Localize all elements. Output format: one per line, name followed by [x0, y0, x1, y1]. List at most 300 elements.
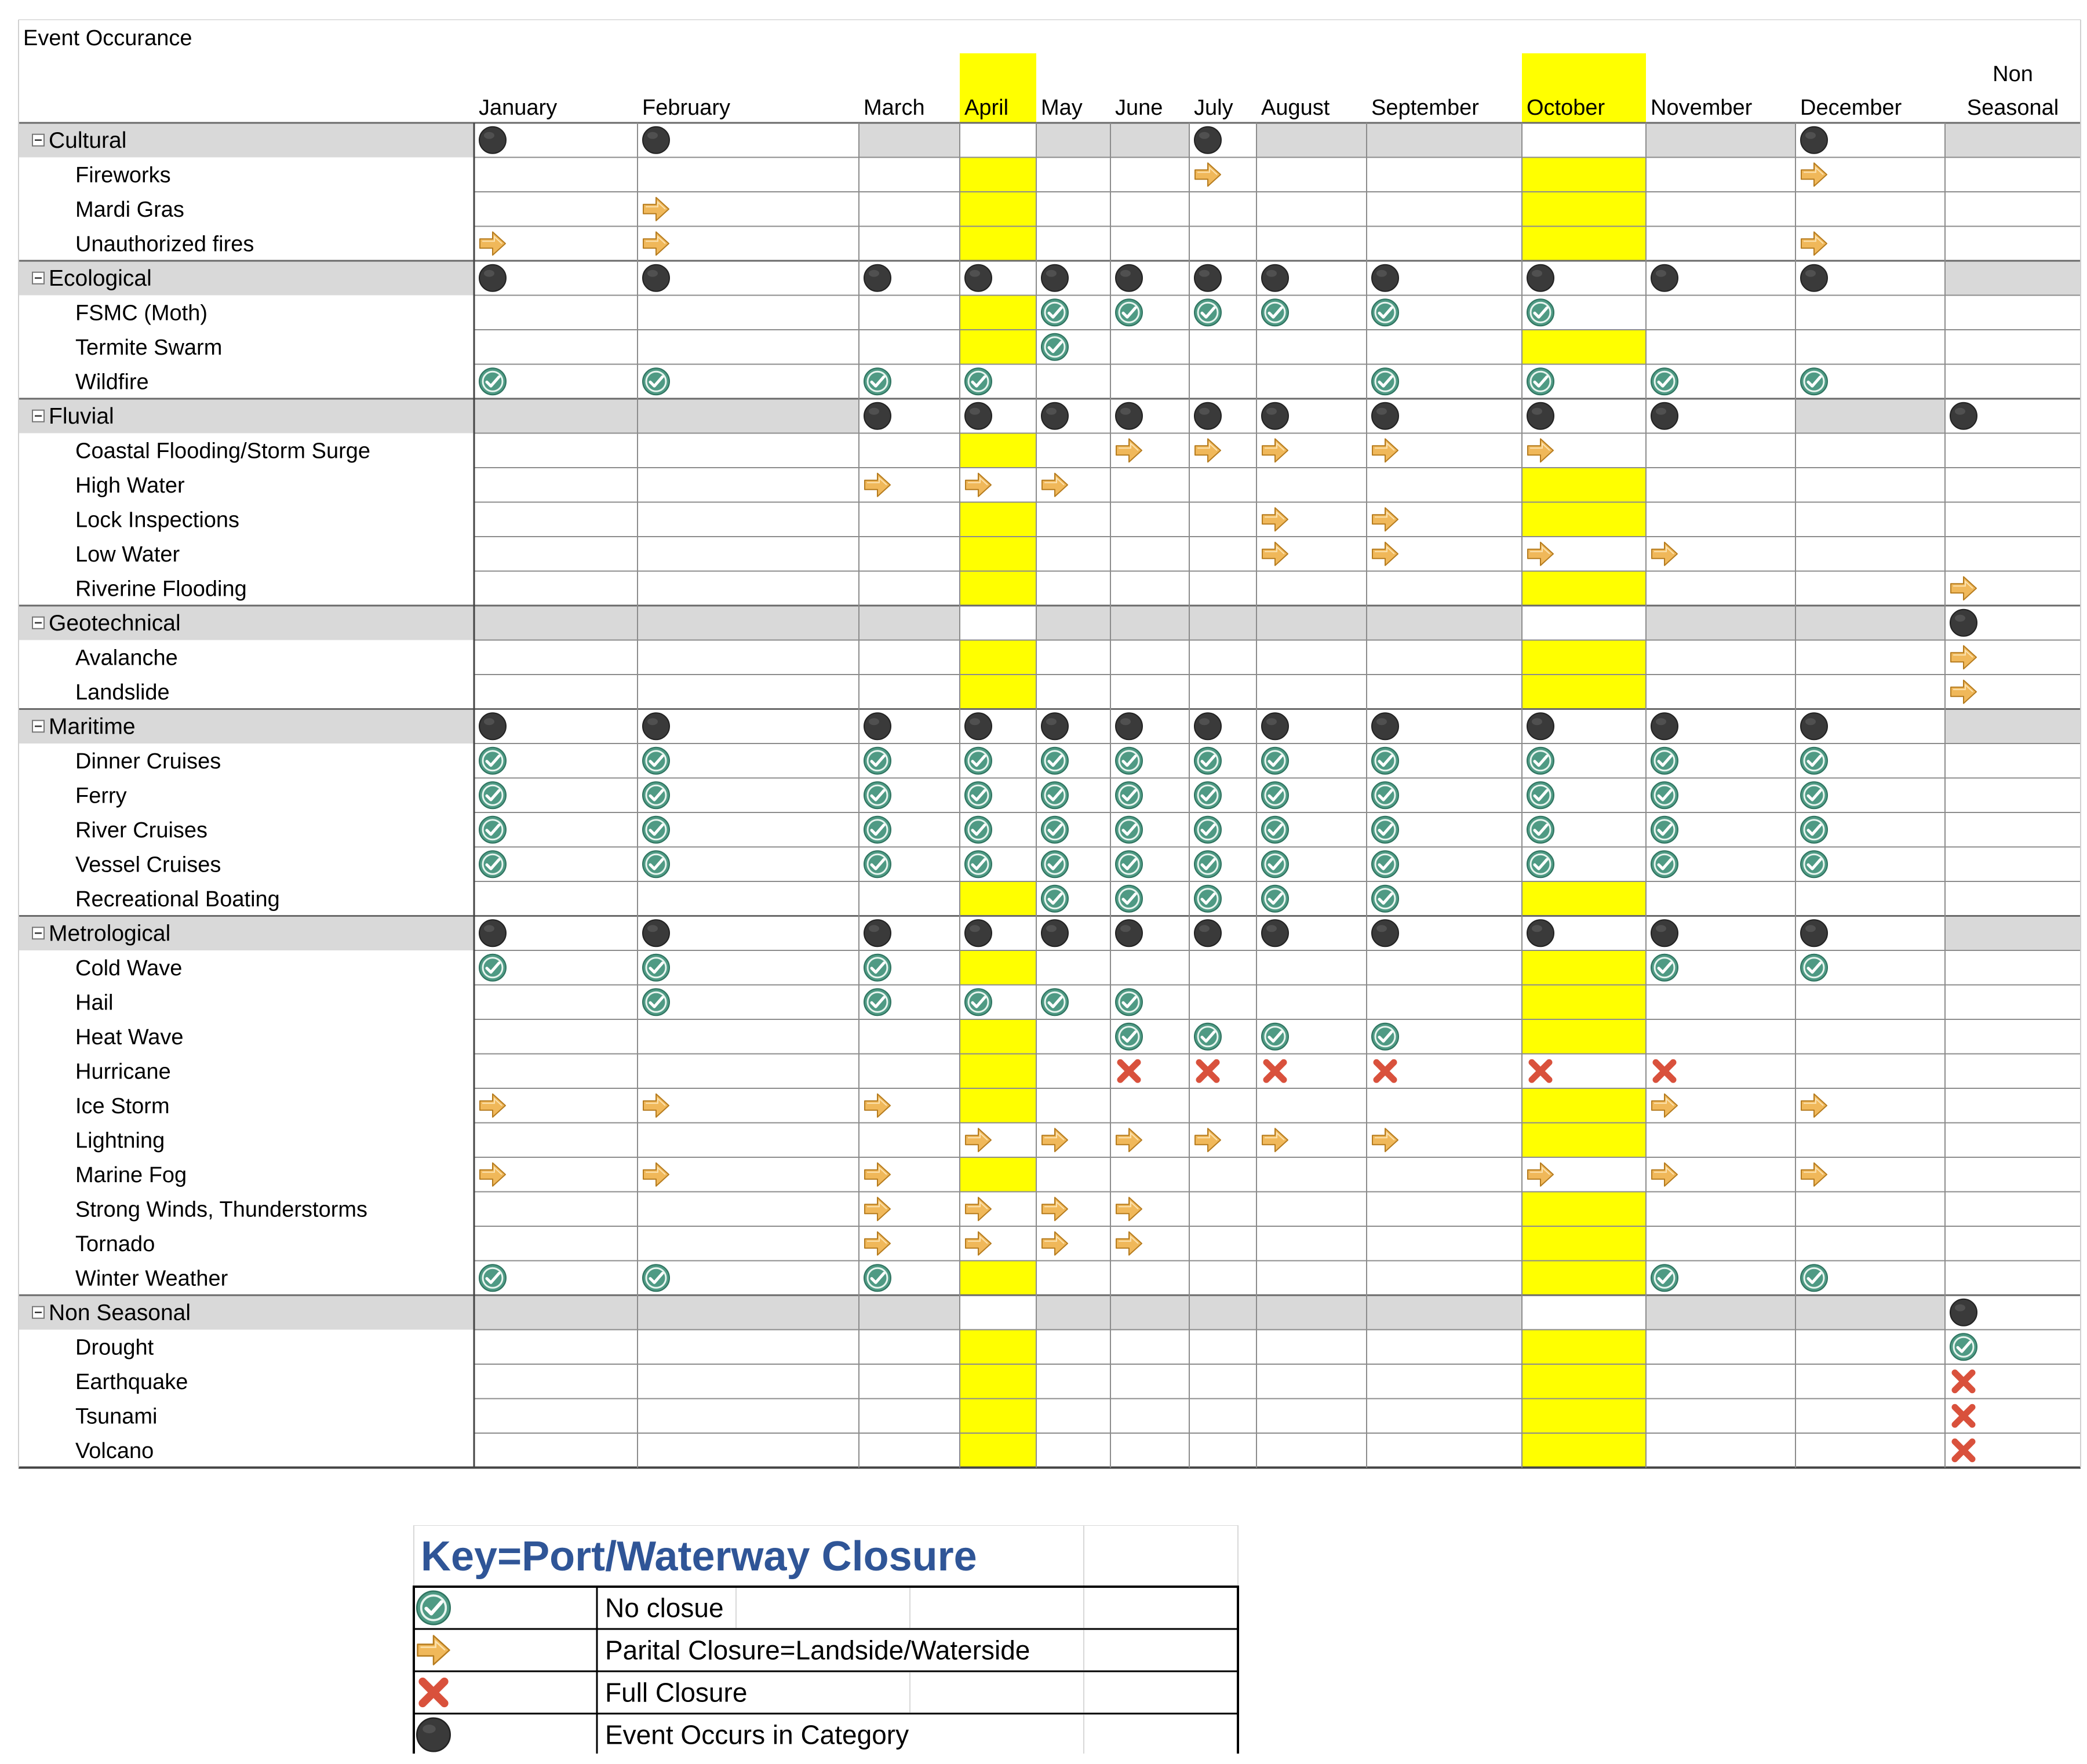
- arrow-right-icon: [1042, 1232, 1068, 1255]
- filled-circle-icon: [643, 127, 669, 154]
- check-circle-icon: [1527, 748, 1554, 774]
- category-cell-shade: [1256, 606, 1367, 640]
- category-cell-shade: [474, 1295, 638, 1330]
- collapse-toggle-icon[interactable]: [32, 134, 44, 146]
- row-label: Lightning: [75, 1128, 165, 1153]
- check-circle-icon: [643, 1264, 669, 1291]
- check-circle-icon: [1372, 748, 1398, 774]
- filled-circle-icon: [864, 265, 891, 291]
- non-seasonal-header: Non: [1993, 62, 2033, 86]
- highlight-cell: [960, 433, 1036, 468]
- check-circle-icon: [479, 748, 506, 774]
- collapse-toggle-icon[interactable]: [32, 617, 44, 629]
- category-cell-shade: [1646, 123, 1795, 158]
- highlight-cell: [1522, 881, 1646, 916]
- row-label: Riverine Flooding: [75, 577, 247, 602]
- collapse-toggle-icon[interactable]: [32, 927, 44, 939]
- x-mark-icon: [1656, 1062, 1673, 1080]
- month-header-september: September: [1371, 96, 1479, 120]
- arrow-right-icon: [643, 1094, 669, 1117]
- arrow-right-icon: [1116, 1128, 1142, 1151]
- filled-circle-icon: [417, 1718, 450, 1752]
- filled-circle-icon: [1801, 127, 1827, 154]
- category-cell-shade: [1945, 123, 2081, 158]
- arrow-right-icon: [1951, 680, 1976, 704]
- category-label: Fluvial: [49, 403, 114, 429]
- check-circle-icon: [1801, 954, 1827, 981]
- filled-circle-icon: [643, 920, 669, 946]
- category-cell-shade: [1367, 1295, 1522, 1330]
- arrow-right-icon: [865, 1197, 890, 1220]
- check-circle-icon: [1041, 817, 1068, 843]
- check-circle-icon: [1527, 368, 1554, 395]
- check-circle-icon: [1372, 851, 1398, 877]
- category-cell-shade: [1795, 399, 1945, 433]
- category-cell-shade: [1036, 123, 1110, 158]
- highlight-cell: [960, 1088, 1036, 1123]
- month-header-october: October: [1527, 96, 1605, 120]
- row-label: Termite Swarm: [75, 335, 223, 360]
- highlight-cell: [960, 1157, 1036, 1192]
- check-circle-icon: [1372, 1023, 1398, 1050]
- check-circle-icon: [864, 954, 891, 981]
- highlight-cell: [960, 881, 1036, 916]
- arrow-right-icon: [1652, 1163, 1677, 1186]
- arrow-right-icon: [1116, 1197, 1142, 1220]
- highlight-cell: [1522, 571, 1646, 606]
- check-circle-icon: [643, 748, 669, 774]
- check-circle-icon: [1372, 299, 1398, 326]
- row-label: Landslide: [75, 680, 170, 705]
- filled-circle-icon: [1372, 403, 1398, 429]
- row-label: Heat Wave: [75, 1025, 184, 1049]
- arrow-right-icon: [1801, 1094, 1827, 1117]
- category-label: Maritime: [49, 714, 136, 739]
- category-cell-shade: [859, 123, 960, 158]
- legend-key: [411, 1525, 1240, 1754]
- row-label: Cold Wave: [75, 956, 183, 981]
- check-circle-icon: [1801, 368, 1827, 395]
- arrow-right-icon: [480, 1094, 505, 1117]
- highlight-cell: [960, 158, 1036, 192]
- filled-circle-icon: [965, 713, 992, 739]
- check-circle-icon: [965, 782, 992, 808]
- check-circle-icon: [864, 368, 891, 395]
- arrow-right-icon: [1528, 542, 1553, 566]
- check-circle-icon: [965, 368, 992, 395]
- check-circle-icon: [1262, 782, 1288, 808]
- check-circle-icon: [479, 368, 506, 395]
- check-circle-icon: [1527, 817, 1554, 843]
- filled-circle-icon: [1262, 920, 1288, 946]
- check-circle-icon: [643, 817, 669, 843]
- arrow-right-icon: [1801, 1163, 1827, 1186]
- arrow-right-icon: [1262, 508, 1288, 531]
- non-seasonal-header: Seasonal: [1966, 96, 2059, 120]
- highlight-cell: [1522, 502, 1646, 537]
- highlight-cell: [1522, 950, 1646, 985]
- highlight-cell: [1522, 1399, 1646, 1434]
- month-header-february: February: [642, 96, 731, 120]
- check-circle-icon: [1801, 782, 1827, 808]
- check-circle-icon: [1116, 885, 1142, 912]
- arrow-right-icon: [966, 1232, 991, 1255]
- check-circle-icon: [643, 989, 669, 1015]
- check-circle-icon: [864, 1264, 891, 1291]
- filled-circle-icon: [1950, 403, 1977, 429]
- check-circle-icon: [1372, 885, 1398, 912]
- filled-circle-icon: [1262, 403, 1288, 429]
- category-cell-shade: [1036, 606, 1110, 640]
- check-circle-icon: [1116, 782, 1142, 808]
- filled-circle-icon: [1372, 713, 1398, 739]
- check-circle-icon: [1194, 1023, 1221, 1050]
- check-circle-icon: [1651, 954, 1678, 981]
- filled-circle-icon: [479, 265, 506, 291]
- arrow-right-icon: [1801, 232, 1827, 255]
- check-circle-icon: [1801, 817, 1827, 843]
- row-label: Vessel Cruises: [75, 852, 221, 877]
- category-label: Geotechnical: [49, 610, 181, 636]
- check-circle-icon: [1651, 782, 1678, 808]
- filled-circle-icon: [479, 713, 506, 739]
- check-circle-icon: [1801, 1264, 1827, 1291]
- arrow-right-icon: [1652, 1094, 1677, 1117]
- arrow-right-icon: [1372, 439, 1398, 462]
- key-title: Key=Port/Waterway Closure: [421, 1533, 977, 1580]
- arrow-right-icon: [1195, 1128, 1221, 1151]
- arrow-right-icon: [1801, 163, 1827, 186]
- highlight-cell: [960, 1433, 1036, 1468]
- filled-circle-icon: [965, 403, 992, 429]
- check-circle-icon: [965, 851, 992, 877]
- month-header-july: July: [1194, 96, 1233, 120]
- highlight-cell: [1522, 985, 1646, 1020]
- filled-circle-icon: [1116, 920, 1142, 946]
- arrow-right-icon: [1262, 1128, 1288, 1151]
- category-cell-shade: [1646, 1295, 1795, 1330]
- check-circle-icon: [864, 817, 891, 843]
- check-circle-icon: [1116, 748, 1142, 774]
- category-cell-shade: [1646, 606, 1795, 640]
- arrow-right-icon: [480, 1163, 505, 1186]
- highlight-cell: [960, 330, 1036, 365]
- check-circle-icon: [1116, 851, 1142, 877]
- category-cell-shade: [1110, 123, 1189, 158]
- filled-circle-icon: [1194, 403, 1221, 429]
- arrow-right-icon: [865, 1163, 890, 1186]
- highlight-cell: [1522, 158, 1646, 192]
- arrow-right-icon: [1951, 577, 1976, 600]
- check-circle-icon: [965, 989, 992, 1015]
- check-circle-icon: [643, 954, 669, 981]
- arrow-right-icon: [1528, 1163, 1553, 1186]
- check-circle-icon: [479, 1264, 506, 1291]
- category-cell-shade: [859, 1295, 960, 1330]
- check-circle-icon: [1041, 748, 1068, 774]
- row-label: Tornado: [75, 1231, 155, 1256]
- filled-circle-icon: [1262, 265, 1288, 291]
- table-title: Event Occurance: [23, 26, 192, 50]
- arrow-right-icon: [418, 1636, 450, 1665]
- arrow-right-icon: [1116, 1232, 1142, 1255]
- arrow-right-icon: [1262, 439, 1288, 462]
- category-cell-shade: [638, 1295, 859, 1330]
- category-cell-shade: [1110, 1295, 1189, 1330]
- row-label: Strong Winds, Thunderstorms: [75, 1197, 368, 1222]
- filled-circle-icon: [1651, 713, 1678, 739]
- category-cell-shade: [1795, 606, 1945, 640]
- filled-circle-icon: [1527, 403, 1554, 429]
- highlight-cell: [1522, 1261, 1646, 1296]
- check-circle-icon: [479, 782, 506, 808]
- highlight-cell: [1522, 640, 1646, 675]
- key-label: Parital Closure=Landside/Waterside: [605, 1635, 1030, 1665]
- check-circle-icon: [965, 817, 992, 843]
- check-circle-icon: [1194, 748, 1221, 774]
- row-label: Recreational Boating: [75, 887, 280, 912]
- check-circle-icon: [417, 1591, 450, 1625]
- check-circle-icon: [1527, 851, 1554, 877]
- check-circle-icon: [1194, 885, 1221, 912]
- month-header-may: May: [1041, 96, 1083, 120]
- arrow-right-icon: [1195, 439, 1221, 462]
- check-circle-icon: [1041, 299, 1068, 326]
- x-mark-icon: [1955, 1407, 1972, 1424]
- highlight-cell: [1522, 1088, 1646, 1123]
- row-label: Volcano: [75, 1438, 154, 1463]
- category-cell-shade: [1256, 123, 1367, 158]
- arrow-right-icon: [1372, 508, 1398, 531]
- check-circle-icon: [1527, 782, 1554, 808]
- x-mark-icon: [1955, 1373, 1972, 1390]
- arrow-right-icon: [1951, 646, 1976, 669]
- filled-circle-icon: [479, 127, 506, 154]
- row-label: Ferry: [75, 783, 127, 808]
- x-mark-icon: [1955, 1442, 1972, 1459]
- row-label: Unauthorized fires: [75, 232, 254, 257]
- check-circle-icon: [1194, 782, 1221, 808]
- check-circle-icon: [1651, 851, 1678, 877]
- month-header-august: August: [1261, 96, 1330, 120]
- highlight-cell: [960, 537, 1036, 571]
- filled-circle-icon: [1116, 403, 1142, 429]
- highlight-cell: [960, 950, 1036, 985]
- arrow-right-icon: [643, 1163, 669, 1186]
- category-cell-shade: [638, 399, 859, 433]
- highlight-cell: [960, 640, 1036, 675]
- key-label: Full Closure: [605, 1677, 748, 1708]
- arrow-right-icon: [643, 198, 669, 221]
- category-label: Metrological: [49, 921, 171, 946]
- collapse-toggle-icon[interactable]: [32, 272, 44, 284]
- highlight-cell: [1522, 1019, 1646, 1054]
- category-cell-shade: [1367, 123, 1522, 158]
- arrow-right-icon: [966, 473, 991, 497]
- check-circle-icon: [479, 817, 506, 843]
- arrow-right-icon: [1116, 439, 1142, 462]
- category-cell-shade: [1945, 916, 2081, 951]
- check-circle-icon: [1041, 885, 1068, 912]
- collapse-toggle-icon[interactable]: [32, 720, 44, 732]
- arrow-right-icon: [966, 1128, 991, 1151]
- row-label: High Water: [75, 473, 185, 498]
- category-cell-shade: [1795, 1295, 1945, 1330]
- check-circle-icon: [864, 989, 891, 1015]
- row-label: Fireworks: [75, 163, 171, 188]
- key-label: No closue: [605, 1592, 724, 1623]
- row-label: Wildfire: [75, 370, 149, 395]
- highlight-cell: [1522, 192, 1646, 227]
- check-circle-icon: [643, 782, 669, 808]
- filled-circle-icon: [1651, 403, 1678, 429]
- row-label: Lock Inspections: [75, 508, 240, 533]
- highlight-cell: [960, 1364, 1036, 1399]
- highlight-cell: [960, 1399, 1036, 1434]
- key-label: Event Occurs in Category: [605, 1719, 909, 1750]
- check-circle-icon: [1116, 989, 1142, 1015]
- highlight-cell: [1522, 1192, 1646, 1227]
- check-circle-icon: [1651, 1264, 1678, 1291]
- filled-circle-icon: [965, 920, 992, 946]
- x-mark-icon: [423, 1682, 445, 1704]
- category-cell-shade: [1256, 1295, 1367, 1330]
- filled-circle-icon: [1041, 713, 1068, 739]
- arrow-right-icon: [1652, 542, 1677, 566]
- check-circle-icon: [1651, 817, 1678, 843]
- highlight-cell: [1522, 227, 1646, 261]
- category-label: Non Seasonal: [49, 1300, 191, 1325]
- highlight-cell: [1522, 468, 1646, 502]
- category-cell-shade: [1367, 606, 1522, 640]
- arrow-right-icon: [1195, 163, 1221, 186]
- filled-circle-icon: [1194, 127, 1221, 154]
- check-circle-icon: [1116, 299, 1142, 326]
- check-circle-icon: [1116, 817, 1142, 843]
- category-cell-shade: [638, 606, 859, 640]
- filled-circle-icon: [1194, 265, 1221, 291]
- check-circle-icon: [479, 954, 506, 981]
- filled-circle-icon: [965, 265, 992, 291]
- check-circle-icon: [1801, 748, 1827, 774]
- highlight-cell: [960, 296, 1036, 330]
- filled-circle-icon: [1194, 920, 1221, 946]
- month-header-november: November: [1651, 96, 1753, 120]
- check-circle-icon: [1262, 851, 1288, 877]
- filled-circle-icon: [479, 920, 506, 946]
- highlight-cell: [960, 1261, 1036, 1296]
- filled-circle-icon: [1651, 265, 1678, 291]
- category-cell-shade: [1189, 606, 1256, 640]
- highlight-cell: [960, 502, 1036, 537]
- arrow-right-icon: [865, 1232, 890, 1255]
- check-circle-icon: [1651, 368, 1678, 395]
- filled-circle-icon: [1262, 713, 1288, 739]
- category-cell-shade: [859, 606, 960, 640]
- filled-circle-icon: [1950, 610, 1977, 636]
- row-label: Tsunami: [75, 1404, 158, 1429]
- filled-circle-icon: [1527, 920, 1554, 946]
- filled-circle-icon: [1950, 1299, 1977, 1326]
- row-label: Hail: [75, 990, 114, 1015]
- month-header-december: December: [1800, 96, 1902, 120]
- filled-circle-icon: [643, 713, 669, 739]
- filled-circle-icon: [1372, 920, 1398, 946]
- check-circle-icon: [1041, 989, 1068, 1015]
- highlight-cell: [960, 1054, 1036, 1089]
- category-cell-shade: [474, 399, 638, 433]
- check-circle-icon: [643, 368, 669, 395]
- filled-circle-icon: [1801, 713, 1827, 739]
- highlight-cell: [1522, 1364, 1646, 1399]
- month-header-january: January: [479, 96, 558, 120]
- check-circle-icon: [1262, 748, 1288, 774]
- check-circle-icon: [864, 851, 891, 877]
- highlight-cell: [1522, 1433, 1646, 1468]
- filled-circle-icon: [1041, 920, 1068, 946]
- month-header-april: April: [964, 96, 1009, 120]
- arrow-right-icon: [865, 473, 890, 497]
- check-circle-icon: [1041, 334, 1068, 360]
- check-circle-icon: [1262, 299, 1288, 326]
- category-cell-shade: [1189, 1295, 1256, 1330]
- row-label: Hurricane: [75, 1059, 171, 1084]
- arrow-right-icon: [1372, 1128, 1398, 1151]
- check-circle-icon: [1262, 1023, 1288, 1050]
- check-circle-icon: [1194, 817, 1221, 843]
- highlight-cell: [960, 675, 1036, 709]
- check-circle-icon: [1651, 748, 1678, 774]
- check-circle-icon: [1527, 299, 1554, 326]
- check-circle-icon: [864, 782, 891, 808]
- check-circle-icon: [965, 748, 992, 774]
- arrow-right-icon: [480, 232, 505, 255]
- category-label: Ecological: [49, 265, 152, 291]
- filled-circle-icon: [1527, 265, 1554, 291]
- row-label: Avalanche: [75, 646, 178, 670]
- row-label: River Cruises: [75, 818, 208, 843]
- arrow-right-icon: [1042, 473, 1068, 497]
- filled-circle-icon: [1116, 713, 1142, 739]
- check-circle-icon: [1116, 1023, 1142, 1050]
- collapse-toggle-icon[interactable]: [32, 1307, 44, 1318]
- collapse-toggle-icon[interactable]: [32, 410, 44, 422]
- check-circle-icon: [1194, 299, 1221, 326]
- check-circle-icon: [1950, 1333, 1977, 1360]
- filled-circle-icon: [1116, 265, 1142, 291]
- highlight-cell: [960, 1019, 1036, 1054]
- check-circle-icon: [864, 748, 891, 774]
- check-circle-icon: [1262, 817, 1288, 843]
- row-label: Low Water: [75, 542, 180, 567]
- check-circle-icon: [1041, 782, 1068, 808]
- row-label: Ice Storm: [75, 1094, 170, 1118]
- highlight-cell: [960, 227, 1036, 261]
- arrow-right-icon: [643, 232, 669, 255]
- category-cell-shade: [1036, 1295, 1110, 1330]
- check-circle-icon: [1262, 885, 1288, 912]
- arrow-right-icon: [1042, 1197, 1068, 1220]
- arrow-right-icon: [966, 1197, 991, 1220]
- row-label: Winter Weather: [75, 1266, 228, 1291]
- highlight-cell: [960, 571, 1036, 606]
- filled-circle-icon: [1372, 265, 1398, 291]
- highlight-cell: [1522, 1123, 1646, 1158]
- row-label: Coastal Flooding/Storm Surge: [75, 439, 371, 464]
- check-circle-icon: [1372, 368, 1398, 395]
- highlight-cell: [1522, 1226, 1646, 1261]
- highlight-cell: [960, 1330, 1036, 1365]
